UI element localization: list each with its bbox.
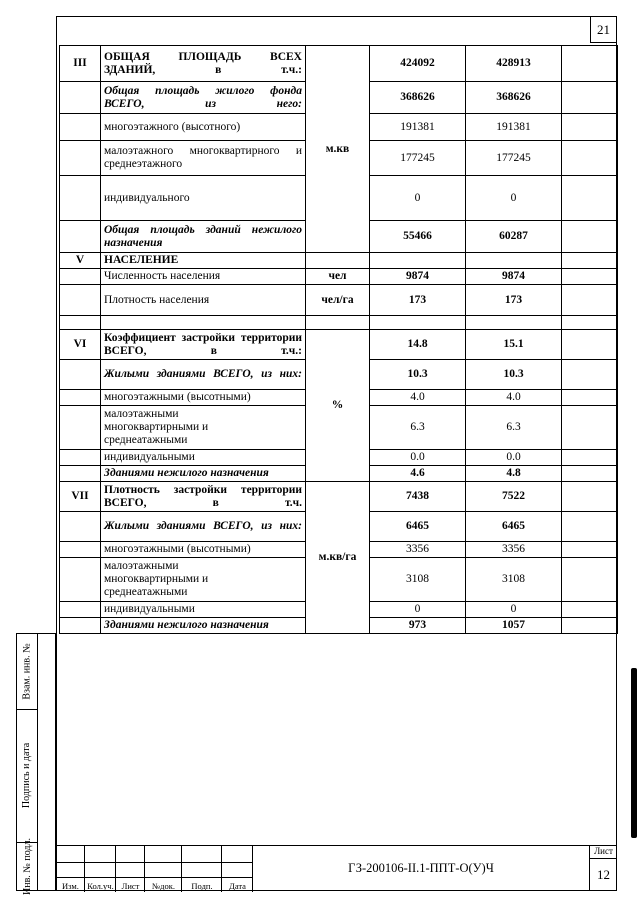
section-number: VI [60,330,101,360]
value-cell: 7522 [466,482,562,512]
value-cell: 177245 [466,141,562,176]
unit-cell: чел [306,269,370,285]
row-label: Зданиями нежилого назначения [101,618,306,634]
value-cell: 6465 [370,512,466,542]
value-cell: 3108 [466,558,562,602]
row-label: индивидуальными [101,602,306,618]
row-label: Жилыми зданиями ВСЕГО, из них: [101,360,306,390]
value-cell: 60287 [466,221,562,253]
unit-cell: % [306,330,370,482]
value-cell: 10.3 [466,360,562,390]
value-cell: 0 [466,602,562,618]
sheet-box [589,845,617,891]
row-label: малоэтажного многоквартирного и среднеэтажного [101,141,306,176]
value-cell: 0 [370,176,466,221]
side-stamp [16,633,56,895]
table-row [60,482,618,512]
row-label: малоэтажными многоквартирными и среднеатажными [101,406,306,450]
value-cell: 0.0 [370,450,466,466]
value-cell: 428913 [466,46,562,82]
sidebar-sign-date: Подпись и дата [17,709,38,843]
indicators-table [59,45,618,634]
value-cell: 6.3 [466,406,562,450]
section-number: VII [60,482,101,512]
row-label: Плотность застройки территории ВСЕГО, в т.ч. [101,482,306,512]
value-cell: 0.0 [466,450,562,466]
row-label: Коэффициент застройки территории ВСЕГО, в т.ч.: [101,330,306,360]
value-cell: 55466 [370,221,466,253]
row-label: Жилыми зданиями ВСЕГО, из них: [101,512,306,542]
value-cell: 14.8 [370,330,466,360]
value-cell: 424092 [370,46,466,82]
value-cell: 4.8 [466,466,562,482]
value-cell: 7438 [370,482,466,512]
sidebar-vzam-inv: Взам. инв. № [17,634,38,710]
row-label: Общая площадь жилого фонда ВСЕГО, из него: [101,82,306,114]
value-cell: 9874 [466,269,562,285]
row-label: ОБЩАЯ ПЛОЩАДЬ ВСЕХ ЗДАНИЙ, в т.ч.: [101,46,306,82]
value-cell: 1057 [466,618,562,634]
stamp-label-podp: Подп. [191,881,213,891]
value-cell: 3356 [466,542,562,558]
value-cell: 973 [370,618,466,634]
value-cell: 3108 [370,558,466,602]
table-row [60,316,618,330]
value-cell: 6465 [466,512,562,542]
sheet-number: 12 [597,867,610,882]
row-label: многоэтажными (высотными) [101,390,306,406]
row-label: индивидуального [101,176,306,221]
value-cell: 3356 [370,542,466,558]
sidebar-inv-no: Инв. № подл. [17,842,38,890]
row-label: малоэтажными многоквартирными и среднеатажными [101,558,306,602]
value-cell: 368626 [466,82,562,114]
value-cell: 0 [466,176,562,221]
row-label: индивидуальными [101,450,306,466]
stamp-label-data: Дата [229,881,246,891]
value-cell: 0 [370,602,466,618]
value-cell: 368626 [370,82,466,114]
stamp-label-list: Лист [121,881,140,891]
value-cell: 6.3 [370,406,466,450]
stamp-label-izm: Изм. [62,881,79,891]
unit-cell: чел/га [306,285,370,316]
value-cell: 191381 [370,114,466,141]
table-row [60,330,618,360]
value-cell: 9874 [370,269,466,285]
row-label: многоэтажными (высотными) [101,542,306,558]
table-row [60,46,618,82]
row-label: Зданиями нежилого назначения [101,466,306,482]
page-number: 21 [590,16,617,43]
row-label: Плотность населения [101,285,306,316]
row-label: Численность населения [101,269,306,285]
section-number: V [60,253,101,269]
revision-grid [56,846,253,892]
value-cell: 4.0 [370,390,466,406]
scan-edge-mark [631,668,637,838]
value-cell: 173 [370,285,466,316]
stamp-label-kol: Кол.уч. [87,881,114,891]
value-cell: 10.3 [370,360,466,390]
row-label: НАСЕЛЕНИЕ [101,253,306,269]
stamp-label-ndok: №док. [152,881,175,891]
row-label: многоэтажного (высотного) [101,114,306,141]
value-cell: 4.0 [466,390,562,406]
table-row [60,269,618,285]
value-cell: 173 [466,285,562,316]
table-row [60,285,618,316]
sheet-label: Лист [590,845,617,859]
table-row [60,253,618,269]
section-number: III [60,46,101,82]
value-cell: 177245 [370,141,466,176]
value-cell: 4.6 [370,466,466,482]
unit-cell: м.кв [306,46,370,253]
value-cell: 191381 [466,114,562,141]
document-code: ГЗ-200106-II.1-ППТ-О(У)Ч [348,860,494,875]
value-cell: 15.1 [466,330,562,360]
row-label: Общая площадь зданий нежилого назначения [101,221,306,253]
unit-cell: м.кв/га [306,482,370,634]
